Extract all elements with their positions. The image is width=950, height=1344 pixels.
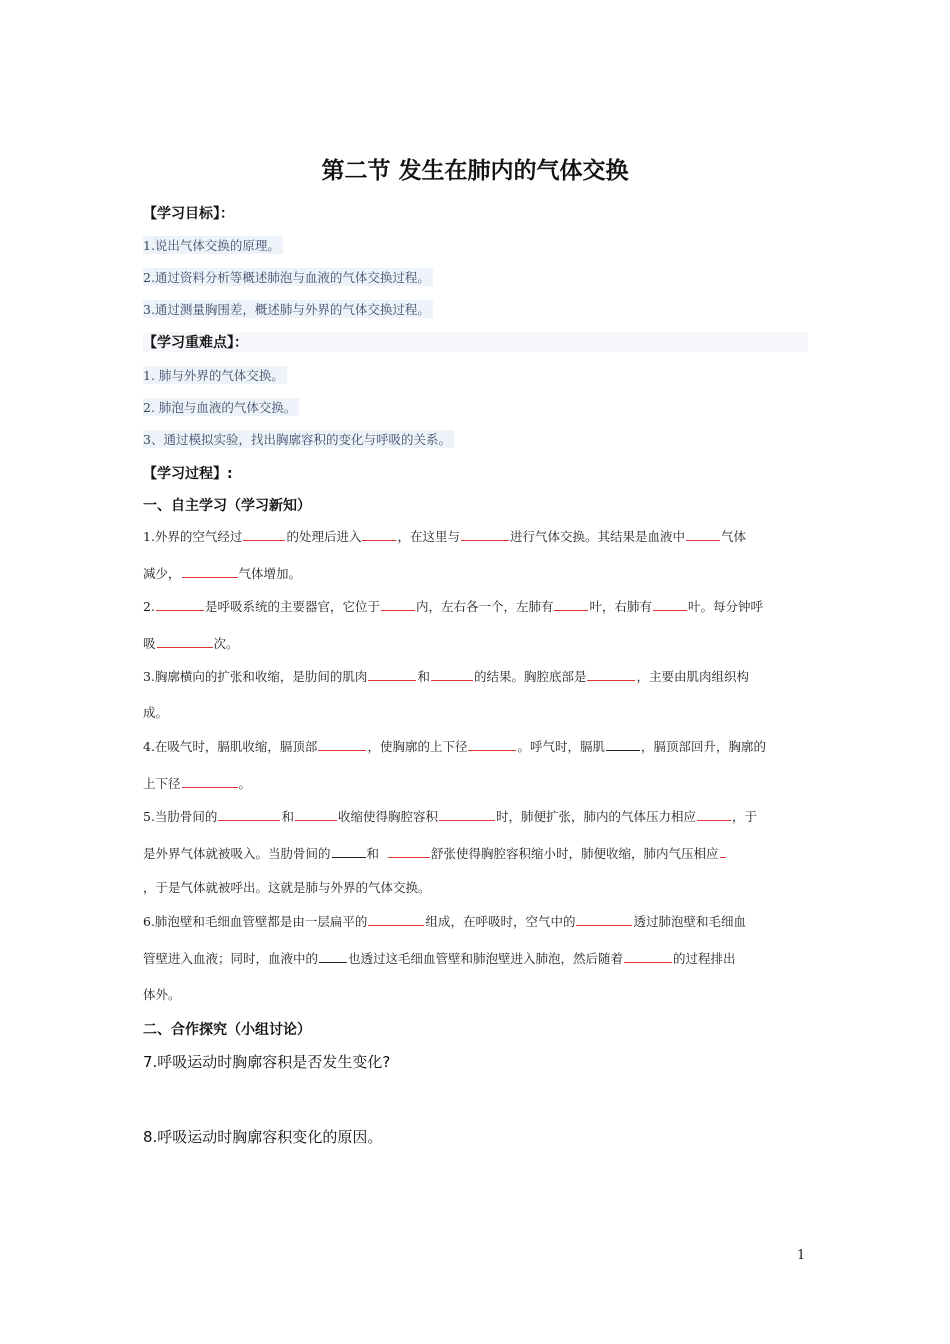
blank-line[interactable] <box>606 738 640 751</box>
blank-line[interactable] <box>368 668 416 681</box>
question-8: 8.呼吸运动时胸廓容积变化的原因。 <box>143 1128 383 1146</box>
process-heading: 【学习过程】: <box>143 466 233 482</box>
blank-line[interactable] <box>243 528 285 541</box>
page-number: 1 <box>797 1248 806 1263</box>
section2-heading: 二、合作探究（小组讨论） <box>143 1022 311 1038</box>
goal-item: 1.说出气体交换的原理。 <box>143 236 283 254</box>
blank-line[interactable] <box>686 528 720 541</box>
blank-line[interactable] <box>362 528 396 541</box>
blank-line[interactable] <box>218 808 280 821</box>
blank-line[interactable] <box>182 565 238 578</box>
key-point-item: 1. 肺与外界的气体交换。 <box>143 366 287 384</box>
blank-line[interactable] <box>182 775 238 788</box>
question-3-line-2: 成。 <box>143 705 169 720</box>
blank-line[interactable] <box>156 598 204 611</box>
question-7: 7.呼吸运动时胸廓容积是否发生变化? <box>143 1053 391 1071</box>
blank-line[interactable] <box>157 635 213 648</box>
key-point-item: 3、通过模拟实验，找出胸廓容积的变化与呼吸的关系。 <box>143 430 454 448</box>
blank-line[interactable] <box>318 738 366 751</box>
page-title: 第二节 发生在肺内的气体交换 <box>321 158 629 184</box>
blank-line[interactable] <box>439 808 495 821</box>
blank-line[interactable] <box>431 668 473 681</box>
question-2-line-1: 2. 是呼吸系统的主要器官，它位于 内，左右各一个，左肺有 叶，右肺有 叶。每分钟呼 <box>143 599 763 614</box>
blank-line[interactable] <box>653 598 687 611</box>
question-2-line-2: 吸 次。 <box>143 636 239 651</box>
blank-line[interactable] <box>381 598 415 611</box>
goal-item: 3.通过测量胸围差，概述肺与外界的气体交换过程。 <box>143 300 433 318</box>
question-6-line-2: 管壁进入血液；同时，血液中的 也透过这毛细血管壁和肺泡壁进入肺泡，然后随着 的过程排出 <box>143 951 736 966</box>
key-point-item: 2. 肺泡与血液的气体交换。 <box>143 398 299 416</box>
question-4-line-1: 4.在吸气时，膈肌收缩，膈顶部 ，使胸廓的上下径 。呼气时，膈肌 ，膈顶部回升，胸廓的 <box>143 739 766 754</box>
blank-line[interactable] <box>319 950 347 963</box>
blank-line[interactable] <box>295 808 337 821</box>
blank-line[interactable] <box>576 913 632 926</box>
blank-line[interactable] <box>461 528 509 541</box>
question-4-line-2: 上下径 。 <box>143 776 252 791</box>
blank-line[interactable] <box>554 598 588 611</box>
question-6-line-3: 体外。 <box>143 987 181 1002</box>
blank-line[interactable] <box>587 668 635 681</box>
blank-line[interactable] <box>697 808 731 821</box>
blank-line[interactable] <box>388 845 430 858</box>
question-1-line-2: 减少， 气体增加。 <box>143 566 302 581</box>
blank-line[interactable] <box>332 845 366 858</box>
question-3-line-1: 3.胸廓横向的扩张和收缩，是肋间的肌肉 和 的结果。胸腔底部是 ，主要由肌肉组织构 <box>143 669 749 684</box>
section1-heading: 一、自主学习（学习新知） <box>143 498 311 514</box>
blank-line[interactable] <box>624 950 672 963</box>
question-5-line-2: 是外界气体就被吸入。当肋骨间的 和 舒张使得胸腔容积缩小时，肺便收缩，肺内气压相应 <box>143 845 808 862</box>
goals-heading: 【学习目标】： <box>143 206 234 222</box>
blank-line[interactable] <box>720 845 726 858</box>
blank-line[interactable] <box>468 738 516 751</box>
question-5-line-3: ，于是气体就被呼出。这就是肺与外界的气体交换。 <box>143 880 431 895</box>
question-1-line-1: 1.外界的空气经过 的处理后进入 ，在这里与 进行气体交换。其结果是血液中 气体 <box>143 529 746 544</box>
question-5-line-1: 5.当肋骨间的 和 收缩使得胸腔容积 时，肺便扩张，肺内的气体压力相应 ，于 <box>143 809 757 824</box>
key-points-heading: 【学习重难点】： <box>143 332 808 352</box>
question-6-line-1: 6.肺泡壁和毛细血管壁都是由一层扁平的 组成，在呼吸时，空气中的 透过肺泡壁和毛细血 <box>143 914 746 929</box>
goal-item: 2.通过资料分析等概述肺泡与血液的气体交换过程。 <box>143 268 433 286</box>
blank-line[interactable] <box>368 913 424 926</box>
